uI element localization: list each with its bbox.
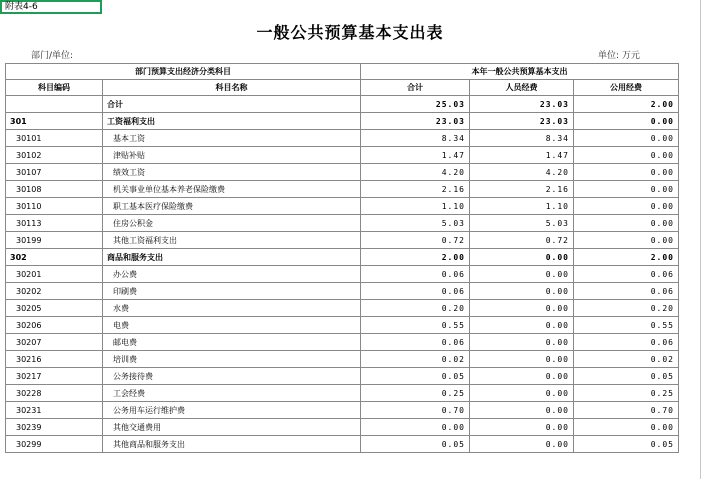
- table-row: [6, 181, 679, 198]
- cell-name[interactable]: 职工基本医疗保险缴费: [103, 198, 361, 215]
- cell-public[interactable]: 0.25: [574, 385, 679, 402]
- budget-table: [5, 63, 679, 453]
- cell-total[interactable]: 0.00: [361, 419, 470, 436]
- table-row: [6, 147, 679, 164]
- table-row: [6, 198, 679, 215]
- cell-public[interactable]: 0.00: [574, 113, 679, 130]
- cell-total[interactable]: 2.16: [361, 181, 470, 198]
- cell-total[interactable]: 0.20: [361, 300, 470, 317]
- table-row: [6, 317, 679, 334]
- cell-code[interactable]: 30239: [6, 419, 103, 436]
- cell-public[interactable]: 0.70: [574, 402, 679, 419]
- cell-total[interactable]: 5.03: [361, 215, 470, 232]
- department-label: 部门/单位:: [31, 51, 74, 61]
- cell-personnel[interactable]: 23.03: [470, 96, 574, 113]
- table-row: [6, 351, 679, 368]
- page-title: 一般公共预算基本支出表: [256, 23, 444, 42]
- table-row: [6, 385, 679, 402]
- cell-personnel[interactable]: 0.00: [470, 317, 574, 334]
- cell-code[interactable]: 30217: [6, 368, 103, 385]
- cell-personnel[interactable]: 4.20: [470, 164, 574, 181]
- cell-total[interactable]: 0.72: [361, 232, 470, 249]
- cell-total[interactable]: 0.05: [361, 436, 470, 453]
- cell-public[interactable]: 0.05: [574, 436, 679, 453]
- cell-public[interactable]: 0.00: [574, 147, 679, 164]
- cell-public[interactable]: 0.05: [574, 368, 679, 385]
- header-total[interactable]: 合计: [361, 80, 470, 96]
- cell-code[interactable]: [6, 96, 103, 113]
- cell-total[interactable]: 0.55: [361, 317, 470, 334]
- cell-name[interactable]: 其他交通费用: [103, 419, 361, 436]
- cell-code[interactable]: 30299: [6, 436, 103, 453]
- cell-public[interactable]: 0.00: [574, 215, 679, 232]
- cell-code[interactable]: 302: [6, 249, 103, 266]
- unit-label: 单位: 万元: [598, 51, 640, 61]
- cell-total[interactable]: 25.03: [361, 96, 470, 113]
- table-row: [6, 300, 679, 317]
- table-row: [6, 436, 679, 453]
- cell-total[interactable]: 8.34: [361, 130, 470, 147]
- table-row: [6, 334, 679, 351]
- header-code[interactable]: 科目编码: [6, 80, 103, 96]
- cell-code[interactable]: 30110: [6, 198, 103, 215]
- cell-personnel[interactable]: 1.10: [470, 198, 574, 215]
- cell-total[interactable]: 1.47: [361, 147, 470, 164]
- cell-code[interactable]: 30228: [6, 385, 103, 402]
- cell-code[interactable]: 30102: [6, 147, 103, 164]
- header-personnel[interactable]: 人员经费: [470, 80, 574, 96]
- cell-total[interactable]: 0.02: [361, 351, 470, 368]
- table-row: [6, 266, 679, 283]
- table-row: [6, 419, 679, 436]
- cell-name[interactable]: 其他工资福利支出: [103, 232, 361, 249]
- cell-code[interactable]: 30101: [6, 130, 103, 147]
- cell-public[interactable]: 0.06: [574, 266, 679, 283]
- cell-total[interactable]: 2.00: [361, 249, 470, 266]
- cell-code[interactable]: 30199: [6, 232, 103, 249]
- table-row: [6, 368, 679, 385]
- cell-name[interactable]: 培训费: [103, 351, 361, 368]
- cell-public[interactable]: 0.06: [574, 283, 679, 300]
- cell-public[interactable]: 0.20: [574, 300, 679, 317]
- cell-public[interactable]: 0.00: [574, 419, 679, 436]
- cell-public[interactable]: 2.00: [574, 96, 679, 113]
- cell-personnel[interactable]: 0.00: [470, 351, 574, 368]
- cell-name[interactable]: 津贴补贴: [103, 147, 361, 164]
- table-row: [6, 130, 679, 147]
- cell-public[interactable]: 0.06: [574, 334, 679, 351]
- cell-total[interactable]: 0.06: [361, 334, 470, 351]
- table-row: [6, 164, 679, 181]
- cell-code[interactable]: 30201: [6, 266, 103, 283]
- cell-personnel[interactable]: 0.00: [470, 334, 574, 351]
- cell-personnel[interactable]: 0.00: [470, 402, 574, 419]
- cell-code[interactable]: 30207: [6, 334, 103, 351]
- cell-name[interactable]: 合计: [103, 96, 361, 113]
- header-group-left[interactable]: 部门预算支出经济分类科目: [6, 64, 361, 80]
- cell-personnel[interactable]: 0.00: [470, 300, 574, 317]
- table-row: [6, 96, 679, 113]
- cell-personnel[interactable]: 0.00: [470, 385, 574, 402]
- table-row: [6, 232, 679, 249]
- cell-public[interactable]: 0.55: [574, 317, 679, 334]
- cell-name[interactable]: 邮电费: [103, 334, 361, 351]
- active-cell-reference[interactable]: 附表4-6: [0, 0, 102, 14]
- cell-personnel[interactable]: 0.72: [470, 232, 574, 249]
- cell-name[interactable]: 商品和服务支出: [103, 249, 361, 266]
- cell-total[interactable]: 0.06: [361, 266, 470, 283]
- cell-name[interactable]: 公务用车运行维护费: [103, 402, 361, 419]
- table-row: [6, 283, 679, 300]
- cell-total[interactable]: 0.05: [361, 368, 470, 385]
- cell-name[interactable]: 公务接待费: [103, 368, 361, 385]
- cell-code[interactable]: 30202: [6, 283, 103, 300]
- cell-total[interactable]: 0.06: [361, 283, 470, 300]
- cell-code[interactable]: 30205: [6, 300, 103, 317]
- cell-personnel[interactable]: 0.00: [470, 368, 574, 385]
- header-name[interactable]: 科目名称: [103, 80, 361, 96]
- cell-name[interactable]: 工资福利支出: [103, 113, 361, 130]
- table-body: [6, 96, 679, 453]
- table-row: [6, 249, 679, 266]
- cell-name[interactable]: 印刷费: [103, 283, 361, 300]
- cell-name[interactable]: 其他商品和服务支出: [103, 436, 361, 453]
- cell-name[interactable]: 绩效工资: [103, 164, 361, 181]
- cell-public[interactable]: 2.00: [574, 249, 679, 266]
- header-public[interactable]: 公用经费: [574, 80, 679, 96]
- cell-personnel[interactable]: 0.00: [470, 419, 574, 436]
- cell-total[interactable]: 23.03: [361, 113, 470, 130]
- cell-public[interactable]: 0.00: [574, 198, 679, 215]
- cell-personnel[interactable]: 0.00: [470, 266, 574, 283]
- cell-name[interactable]: 水费: [103, 300, 361, 317]
- cell-code[interactable]: 30113: [6, 215, 103, 232]
- cell-public[interactable]: 0.00: [574, 181, 679, 198]
- cell-personnel[interactable]: 8.34: [470, 130, 574, 147]
- cell-code[interactable]: 30107: [6, 164, 103, 181]
- cell-personnel[interactable]: 23.03: [470, 113, 574, 130]
- cell-name[interactable]: 电费: [103, 317, 361, 334]
- cell-public[interactable]: 0.02: [574, 351, 679, 368]
- cell-total[interactable]: 1.10: [361, 198, 470, 215]
- cell-personnel[interactable]: 0.00: [470, 283, 574, 300]
- cell-personnel[interactable]: 5.03: [470, 215, 574, 232]
- cell-public[interactable]: 0.00: [574, 130, 679, 147]
- cell-name[interactable]: 机关事业单位基本养老保险缴费: [103, 181, 361, 198]
- cell-personnel[interactable]: 0.00: [470, 436, 574, 453]
- table-row: [6, 215, 679, 232]
- cell-total[interactable]: 0.25: [361, 385, 470, 402]
- cell-name[interactable]: 住房公积金: [103, 215, 361, 232]
- cell-code[interactable]: 301: [6, 113, 103, 130]
- cell-code[interactable]: 30206: [6, 317, 103, 334]
- cell-public[interactable]: 0.00: [574, 232, 679, 249]
- table-row: [6, 113, 679, 130]
- cell-personnel[interactable]: 0.00: [470, 249, 574, 266]
- cell-code[interactable]: 30216: [6, 351, 103, 368]
- cell-personnel[interactable]: 2.16: [470, 181, 574, 198]
- cell-total[interactable]: 0.70: [361, 402, 470, 419]
- cell-total[interactable]: 4.20: [361, 164, 470, 181]
- cell-name[interactable]: 基本工资: [103, 130, 361, 147]
- cell-personnel[interactable]: 1.47: [470, 147, 574, 164]
- cell-code[interactable]: 30108: [6, 181, 103, 198]
- cell-code[interactable]: 30231: [6, 402, 103, 419]
- cell-name[interactable]: 工会经费: [103, 385, 361, 402]
- cell-name[interactable]: 办公费: [103, 266, 361, 283]
- header-group-right[interactable]: 本年一般公共预算基本支出: [361, 64, 679, 80]
- sheet-edge: [700, 0, 701, 479]
- table-row: [6, 402, 679, 419]
- cell-public[interactable]: 0.00: [574, 164, 679, 181]
